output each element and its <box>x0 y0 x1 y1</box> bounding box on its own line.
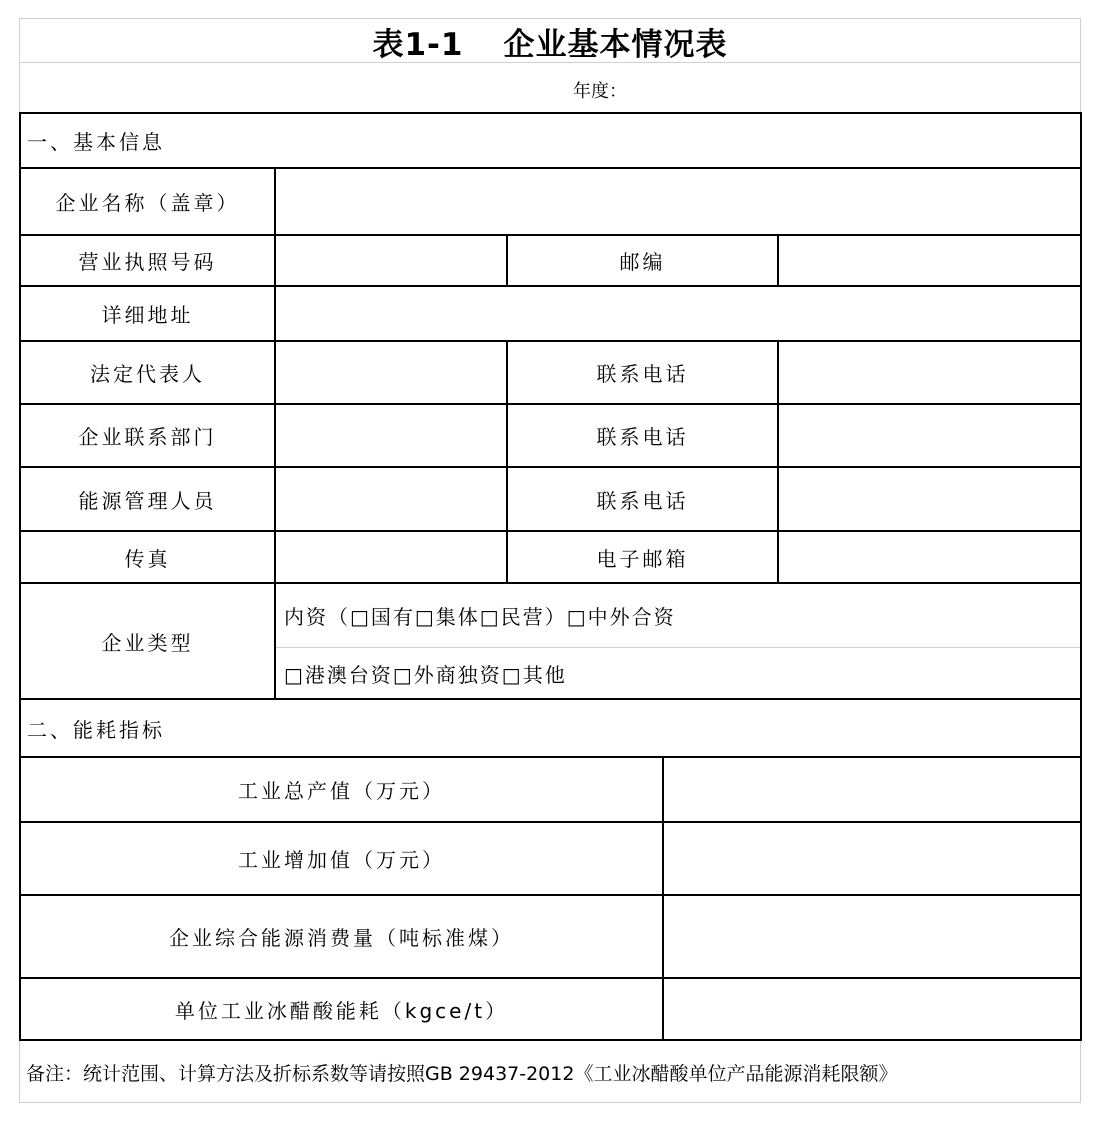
unit-energy-label: 单位工业冰醋酸能耗（kgce/t） <box>174 998 509 1023</box>
email-field[interactable] <box>779 532 1080 582</box>
legal-rep-phone-label: 联系电话 <box>596 362 689 386</box>
value-added-label: 工业增加值（万元） <box>238 848 445 872</box>
contact-dept-label: 企业联系部门 <box>78 425 217 449</box>
address-field[interactable] <box>276 287 1080 340</box>
company-name-field[interactable] <box>276 169 1080 234</box>
section-energy-heading: 二、能耗指标 <box>27 717 165 742</box>
fax-label: 传真 <box>124 546 171 571</box>
table-number: 表1-1 <box>372 26 464 62</box>
gross-output-label: 工业总产值（万元） <box>238 779 445 803</box>
energy-manager-phone-field[interactable] <box>779 468 1080 530</box>
energy-consumption-field[interactable] <box>664 896 1080 977</box>
footnote: 备注：统计范围、计算方法及折标系数等请按照GB 29437-2012《工业冰醋酸单位产品能源消耗限额》 <box>26 1062 898 1085</box>
business-license-field[interactable] <box>276 236 506 285</box>
email-label: 电子邮箱 <box>596 546 689 571</box>
postcode-field[interactable] <box>779 236 1080 285</box>
company-type-options-line2[interactable]: □港澳台资□外商独资□其他 <box>284 662 567 687</box>
legal-rep-phone-field[interactable] <box>779 342 1080 403</box>
business-license-label: 营业执照号码 <box>78 250 217 274</box>
table-title: 企业基本情况表 <box>503 26 728 62</box>
section-basic-info-heading: 一、基本信息 <box>27 130 165 154</box>
value-added-field[interactable] <box>664 823 1080 894</box>
unit-energy-field[interactable] <box>664 979 1080 1039</box>
address-label: 详细地址 <box>101 303 194 327</box>
legal-rep-label: 法定代表人 <box>90 362 205 386</box>
company-type-label: 企业类型 <box>101 630 194 655</box>
company-type-options-line1[interactable]: 内资（□国有□集体□民营）□中外合资 <box>284 605 676 629</box>
contact-dept-field[interactable] <box>276 405 506 466</box>
fax-field[interactable] <box>276 532 506 582</box>
energy-consumption-label: 企业综合能源消费量（吨标准煤） <box>169 926 514 950</box>
legal-rep-field[interactable] <box>276 342 506 403</box>
energy-manager-phone-label: 联系电话 <box>596 488 689 513</box>
year-label: 年度： <box>573 81 627 102</box>
contact-dept-phone-label: 联系电话 <box>596 425 689 449</box>
energy-manager-field[interactable] <box>276 468 506 530</box>
form-title <box>20 20 1080 62</box>
postcode-label: 邮编 <box>619 250 666 274</box>
energy-manager-label: 能源管理人员 <box>78 488 217 513</box>
contact-dept-phone-field[interactable] <box>779 405 1080 466</box>
gross-output-field[interactable] <box>664 758 1080 821</box>
company-name-label: 企业名称（盖章） <box>55 191 240 215</box>
